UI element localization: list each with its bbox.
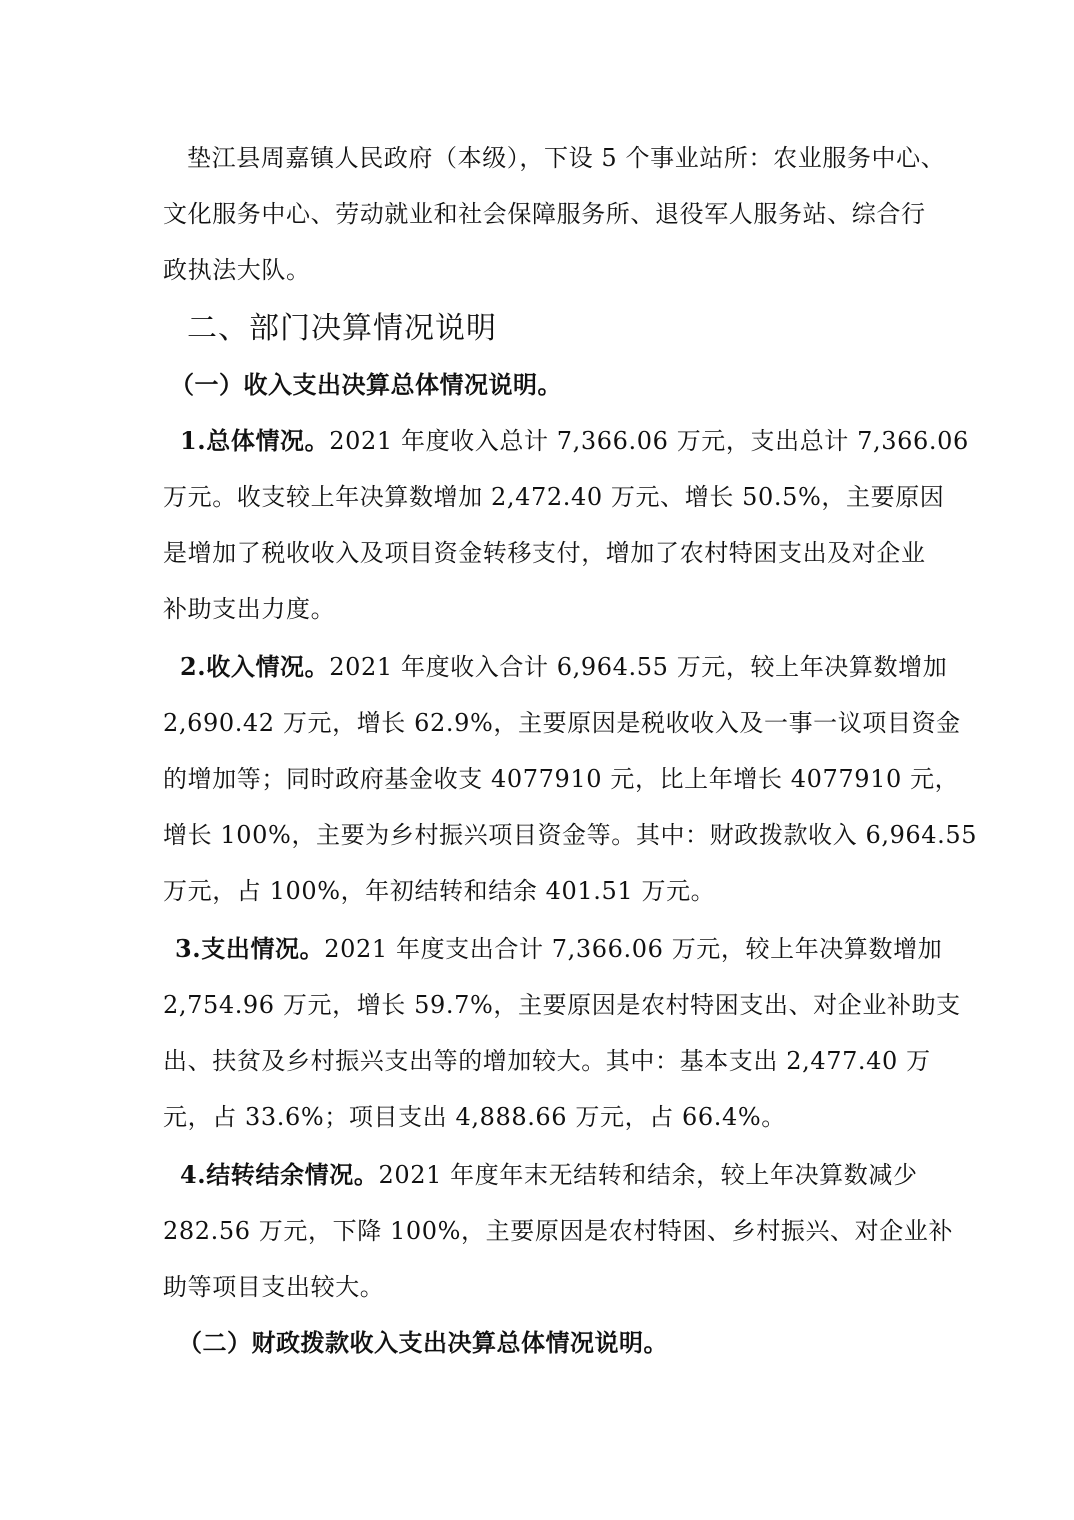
p3-lead: 3.支出情况。 — [175, 934, 325, 963]
p1-line-2: 万元。收支较上年决算数增加 2,472.40 万元、增长 50.5%，主要原因 — [163, 483, 945, 511]
p3-line-2: 2,754.96 万元，增长 59.7%，主要原因是农村特困支出、对企业补助支 — [163, 991, 961, 1019]
p3-line-1 — [175, 934, 942, 964]
subsection-heading-1: （一）收入支出决算总体情况说明。 — [170, 370, 562, 399]
p4-line-2: 282.56 万元，下降 100%，主要原因是农村特困、乡村振兴、对企业补 — [163, 1217, 954, 1245]
subsection-heading-2: （二）财政拨款收入支出决算总体情况说明。 — [178, 1328, 668, 1357]
p4-line-1-text: 2021 年度年末无结转和结余，较上年决算数减少 — [378, 1161, 918, 1189]
p3-line-3: 出、扶贫及乡村振兴支出等的增加较大。其中：基本支出 2,477.40 万 — [163, 1047, 931, 1075]
p2-line-3: 的增加等；同时政府基金收支 4077910 元，比上年增长 4077910 元， — [163, 765, 960, 793]
p4-line-1 — [180, 1160, 918, 1190]
p1-line-1-text: 2021 年度收入总计 7,366.06 万元，支出总计 7,366.06 — [329, 427, 969, 455]
intro-line-1: 垫江县周嘉镇人民政府（本级），下设 5 个事业站所：农业服务中心、 — [187, 144, 946, 172]
p2-line-2: 2,690.42 万元，增长 62.9%，主要原因是税收收入及一事一议项目资金 — [163, 709, 961, 737]
p1-line-4: 补助支出力度。 — [163, 595, 336, 623]
p2-line-1 — [180, 652, 947, 682]
section-heading: 二、部门决算情况说明 — [187, 311, 497, 346]
intro-line-3: 政执法大队。 — [163, 256, 311, 284]
p4-line-3: 助等项目支出较大。 — [163, 1273, 385, 1301]
p2-line-1-text: 2021 年度收入合计 6,964.55 万元，较上年决算数增加 — [329, 653, 948, 681]
p1-lead: 1.总体情况。 — [180, 426, 330, 455]
p1-line-3: 是增加了税收收入及项目资金转移支付，增加了农村特困支出及对企业 — [163, 539, 926, 567]
p2-line-4: 增长 100%，主要为乡村振兴项目资金等。其中：财政拨款收入 6,964.55 — [163, 821, 978, 849]
p2-line-5: 万元，占 100%，年初结转和结余 401.51 万元。 — [163, 877, 716, 905]
p3-line-1-text: 2021 年度支出合计 7,366.06 万元，较上年决算数增加 — [324, 935, 943, 963]
p2-lead: 2.收入情况。 — [180, 652, 330, 681]
p3-line-4: 元，占 33.6%；项目支出 4,888.66 万元，占 66.4%。 — [163, 1103, 786, 1131]
intro-line-2: 文化服务中心、劳动就业和社会保障服务所、退役军人服务站、综合行 — [163, 200, 926, 228]
p4-lead: 4.结转结余情况。 — [180, 1160, 379, 1189]
p1-line-1 — [180, 426, 969, 456]
